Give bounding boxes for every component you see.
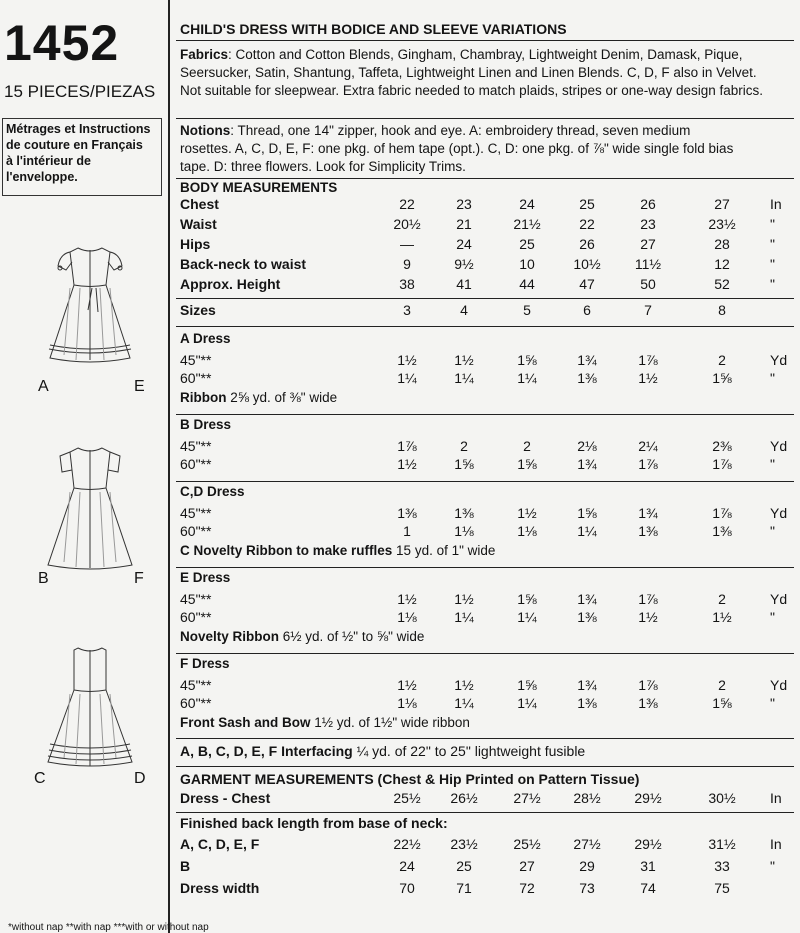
cell-value: 23½ [450,836,478,852]
cell-value: 1½ [454,677,474,693]
cell-value: 28½ [573,790,601,806]
cell-value: 29½ [634,836,662,852]
cell-value: 1½ [638,609,658,625]
row-label: Dress width [180,880,260,896]
cell-value: 1⅛ [397,609,417,625]
row-label: 60"** [180,370,212,386]
cell-value: 25 [519,236,535,252]
cell-value: 1⅝ [712,370,732,386]
cell-value: 1⅜ [712,523,732,539]
row-label: 60"** [180,523,212,539]
cell-value: 1½ [638,370,658,386]
cell-value: 1⅜ [577,609,597,625]
cell-value: 1½ [397,677,417,693]
cell-value: 8 [718,302,726,318]
left-panel [0,0,168,933]
unit-label: Yd [770,438,788,454]
cell-value: 1⅝ [577,505,597,521]
fabrics-line: Seersucker, Satin, Shantung, Taffeta, Lightweight Linen and Linen Blends. C, D, F also in Velvet. [180,65,757,80]
body-measurement-row [180,196,800,216]
view-label-c: C [34,770,46,787]
cell-value: 2 [718,677,726,693]
cell-value: 24 [399,858,415,874]
cell-value: 27½ [513,790,541,806]
unit-label: " [770,256,775,272]
cell-value: 22 [579,216,595,232]
french-note-line: à l'intérieur de [6,154,91,168]
divider [176,567,794,568]
cell-value: 23 [640,216,656,232]
cell-value: 1¼ [454,695,474,711]
notions-line: tape. D: three flowers. Look for Simplicity Trims. [180,159,466,174]
cell-value: 1⅛ [454,523,474,539]
unit-label: " [770,858,775,874]
footnote: *without nap **with nap ***with or without nap [8,922,209,933]
cell-value: 1¼ [397,370,417,386]
row-label: B [180,858,191,874]
cell-value: 4 [460,302,468,318]
cell-value: 27 [640,236,656,252]
garment-measurements-heading: GARMENT MEASUREMENTS (Chest & Hip Printed on Pattern Tissue) [180,771,640,787]
cell-value: 73 [579,880,595,896]
divider [176,40,794,41]
cell-value: 22 [399,196,415,212]
cell-value: 31½ [708,836,736,852]
yardage-section-heading: B Dress [180,417,232,432]
fabrics-line: Not suitable for sleepwear. Extra fabric needed to match plaids, stripes or one-way design fabrics. [180,83,764,98]
cell-value: 1¾ [638,505,658,521]
divider [176,653,794,654]
cell-value: 25 [456,858,472,874]
cell-value: 31 [640,858,656,874]
view-label-b: B [38,570,49,587]
unit-label: " [770,276,775,292]
cell-value: 1⅜ [638,523,658,539]
yardage-row [180,523,800,543]
cell-value: 1⅝ [517,677,537,693]
yardage-note: Front Sash and Bow 1½ yd. of 1½" wide ribbon [180,715,470,730]
yardage-row [180,438,800,458]
garment-chest-row [180,790,800,810]
cell-value: 74 [640,880,656,896]
cell-value: 1¼ [577,523,597,539]
cell-value: 9 [403,256,411,272]
cell-value: 1¼ [454,370,474,386]
cell-value: 71 [456,880,472,896]
yardage-row [180,456,800,476]
french-note-line: de couture en Français [6,138,143,152]
unit-label: Yd [770,352,788,368]
cell-value: 29½ [634,790,662,806]
view-label-d: D [134,770,146,787]
cell-value: 1⅝ [517,352,537,368]
row-label: Approx. Height [180,276,281,292]
divider [176,481,794,482]
cell-value: 6 [583,302,591,318]
cell-value: 1½ [397,591,417,607]
cell-value: 1⅝ [517,591,537,607]
cell-value: 1⅞ [638,456,658,472]
cell-value: 1¾ [577,352,597,368]
cell-value: 2⅛ [577,438,597,454]
yardage-row [180,352,800,372]
cell-value: 21½ [513,216,541,232]
cell-value: 7 [644,302,652,318]
cell-value: 22½ [393,836,421,852]
cell-value: 1⅞ [712,505,732,521]
view-label-a: A [38,378,49,395]
cell-value: 1⅞ [638,352,658,368]
row-label: Back-neck to waist [180,256,307,272]
cell-value: 9½ [454,256,474,272]
cell-value: 1⅞ [638,591,658,607]
cell-value: 1⅜ [577,695,597,711]
cell-value: 1½ [397,456,417,472]
cell-value: 23½ [708,216,736,232]
row-label: 60"** [180,609,212,625]
unit-label: Yd [770,677,788,693]
cell-value: 1⅝ [517,456,537,472]
unit-label: Yd [770,505,788,521]
cell-value: 1½ [454,352,474,368]
yardage-section-heading: F Dress [180,656,230,671]
row-label: Waist [180,216,217,232]
divider [176,414,794,415]
pattern-info-panel [170,0,800,933]
cell-value: 24 [519,196,535,212]
unit-label: " [770,695,775,711]
cell-value: 1⅞ [638,677,658,693]
cell-value: 12 [714,256,730,272]
body-measurement-row [180,276,800,296]
row-label: Hips [180,236,211,252]
cell-value: 1½ [454,591,474,607]
cell-value: 26 [640,196,656,212]
row-label: 45"** [180,438,212,454]
yardage-row [180,370,800,390]
cell-value: 27½ [573,836,601,852]
cell-value: 28 [714,236,730,252]
cell-value: 26 [579,236,595,252]
cell-value: 70 [399,880,415,896]
pattern-title: CHILD'S DRESS WITH BODICE AND SLEEVE VARIATIONS [180,21,567,37]
row-label: 45"** [180,677,212,693]
notions-line: Notions: Thread, one 14" zipper, hook and eye. A: embroidery thread, seven medium [180,123,691,138]
dress-sketch-b-f [40,440,140,575]
unit-label: " [770,370,775,386]
yardage-section-heading: A Dress [180,331,231,346]
body-measurement-row [180,236,800,256]
yardage-section-heading: E Dress [180,570,231,585]
pattern-number: 1452 [4,15,120,71]
cell-value: 25½ [393,790,421,806]
cell-value: 50 [640,276,656,292]
body-measurement-row [180,216,800,236]
cell-value: 33 [714,858,730,874]
yardage-row [180,609,800,629]
cell-value: 1⅜ [577,370,597,386]
row-label: 45"** [180,591,212,607]
pieces-count: 15 PIECES/PIEZAS [4,82,156,101]
cell-value: 1⅜ [397,505,417,521]
cell-value: 1⅜ [454,505,474,521]
french-instructions-note [2,118,162,196]
unit-label: In [770,790,782,806]
unit-label: " [770,523,775,539]
cell-value: 1⅜ [638,695,658,711]
divider [176,766,794,767]
row-label: 60"** [180,695,212,711]
row-label: A, C, D, E, F [180,836,260,852]
row-label: 45"** [180,352,212,368]
yardage-row [180,505,800,525]
cell-value: 2 [460,438,468,454]
cell-value: 10½ [573,256,601,272]
cell-value: 1½ [517,505,537,521]
cell-value: 1⅞ [712,456,732,472]
cell-value: 1¼ [517,609,537,625]
cell-value: 2⅜ [712,438,732,454]
unit-label: " [770,456,775,472]
row-label: Chest [180,196,219,212]
cell-value: 1⅛ [517,523,537,539]
cell-value: 1¾ [577,677,597,693]
cell-value: 47 [579,276,595,292]
yardage-note: C Novelty Ribbon to make ruffles 15 yd. of 1" wide [180,543,496,558]
yardage-note: Novelty Ribbon 6½ yd. of ½" to ⅝" wide [180,629,425,644]
french-note-line: l'enveloppe. [6,170,78,184]
cell-value: 1¾ [577,456,597,472]
cell-value: 2 [523,438,531,454]
cell-value: 25½ [513,836,541,852]
cell-value: 1¾ [577,591,597,607]
divider [176,812,794,813]
cell-value: 11½ [634,256,662,272]
garment-length-row [180,880,800,900]
cell-value: 1¼ [454,609,474,625]
cell-value: 1¼ [517,370,537,386]
cell-value: 1¼ [517,695,537,711]
notions-line: rosettes. A, C, D, E, F: one pkg. of hem tape (opt.). C, D: one pkg. of ⅞" wide single fold bias [180,141,734,156]
unit-label: " [770,236,775,252]
row-label: Sizes [180,302,216,318]
cell-value: 75 [714,880,730,896]
yardage-section-heading: C,D Dress [180,484,245,499]
cell-value: 52 [714,276,730,292]
cell-value: — [400,236,414,252]
cell-value: 41 [456,276,472,292]
cell-value: 24 [456,236,472,252]
dress-sketch-a-e [40,240,140,375]
garment-length-row [180,858,800,878]
cell-value: 5 [523,302,531,318]
row-label: 60"** [180,456,212,472]
cell-value: 2 [718,352,726,368]
cell-value: 1⅝ [712,695,732,711]
cell-value: 20½ [393,216,421,232]
cell-value: 72 [519,880,535,896]
cell-value: 30½ [708,790,736,806]
sizes-row [180,302,800,322]
cell-value: 1⅝ [454,456,474,472]
back-length-heading: Finished back length from base of neck: [180,815,448,831]
cell-value: 2¼ [638,438,658,454]
unit-label: " [770,609,775,625]
unit-label: " [770,216,775,232]
yardage-row [180,695,800,715]
unit-label: In [770,196,782,212]
cell-value: 23 [456,196,472,212]
unit-label: Yd [770,591,788,607]
yardage-row [180,677,800,697]
cell-value: 26½ [450,790,478,806]
cell-value: 27 [519,858,535,874]
cell-value: 29 [579,858,595,874]
divider [176,298,794,299]
french-note-line: Métrages et Instructions [6,122,151,136]
cell-value: 44 [519,276,535,292]
cell-value: 21 [456,216,472,232]
cell-value: 10 [519,256,535,272]
fabrics-line: Fabrics: Cotton and Cotton Blends, Gingham, Chambray, Lightweight Denim, Damask, Pique, [180,47,743,62]
row-label: 45"** [180,505,212,521]
cell-value: 1½ [712,609,732,625]
divider [176,326,794,327]
yardage-note: Ribbon 2⅝ yd. of ⅜" wide [180,390,338,405]
cell-value: 25 [579,196,595,212]
row-label: Dress - Chest [180,790,271,806]
cell-value: 27 [714,196,730,212]
divider [176,738,794,739]
garment-length-row [180,836,800,856]
cell-value: 3 [403,302,411,318]
body-measurement-row [180,256,800,276]
yardage-row [180,591,800,611]
cell-value: 1 [403,523,411,539]
cell-value: 2 [718,591,726,607]
dress-sketch-c-d [40,640,140,775]
cell-value: 38 [399,276,415,292]
unit-label: In [770,836,782,852]
body-measurements-heading: BODY MEASUREMENTS [180,180,338,195]
divider [176,118,794,119]
interfacing-line: A, B, C, D, E, F Interfacing ¼ yd. of 22" to 25" lightweight fusible [180,743,586,759]
cell-value: 1½ [397,352,417,368]
cell-value: 1⅛ [397,695,417,711]
view-label-f: F [134,570,144,587]
cell-value: 1⅞ [397,438,417,454]
view-label-e: E [134,378,145,395]
